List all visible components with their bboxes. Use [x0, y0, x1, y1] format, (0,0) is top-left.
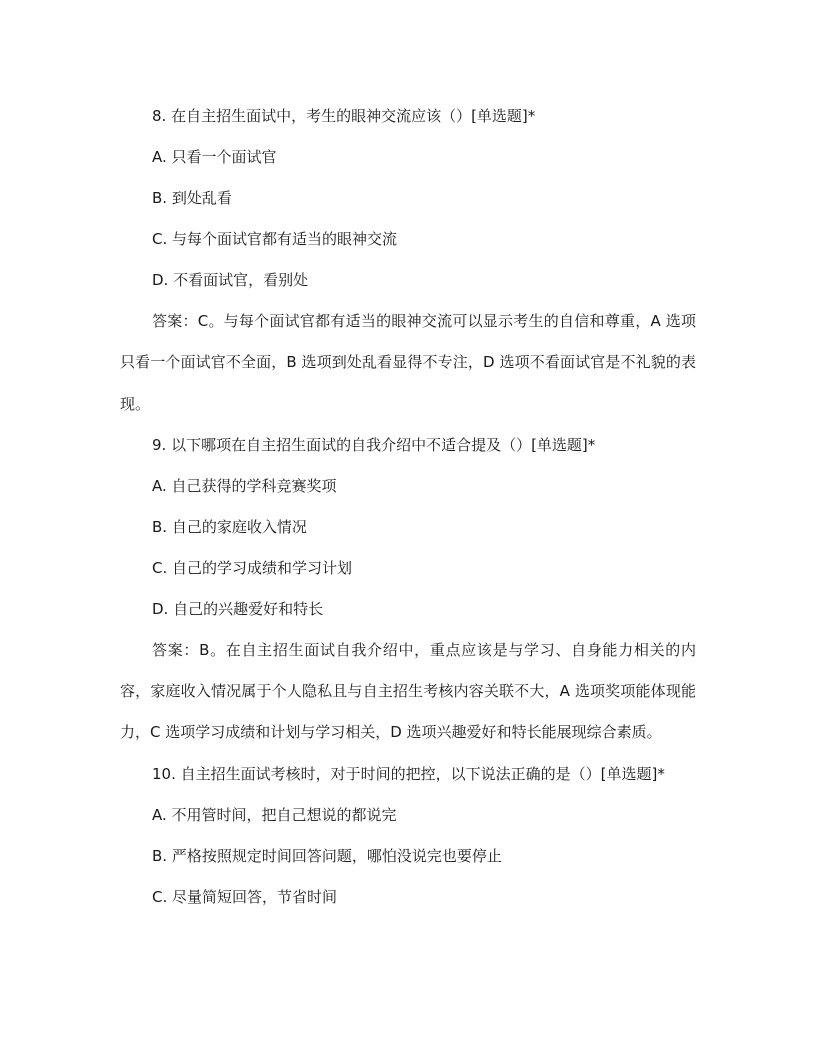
question-8-stem: 8. 在自主招生面试中，考生的眼神交流应该（）[单选题]* [152, 107, 536, 125]
question-8-option-a: A. 只看一个面试官 [152, 148, 277, 166]
question-9-option-b: B. 自己的家庭收入情况 [152, 517, 307, 536]
question-10-option-a: A. 不用管时间，把自己想说的都说完 [152, 805, 397, 824]
question-9-option-c: C. 自己的学习成绩和学习计划 [152, 558, 353, 577]
document-page [120, 96, 696, 918]
question-9-option-d: D. 自己的兴趣爱好和特长 [152, 599, 324, 618]
question-10-option-c: C. 尽量简短回答，节省时间 [152, 887, 338, 906]
question-9-answer: 答案：B。在自主招生面试自我介绍中，重点应该是与学习、自身能力相关的内容，家庭收入情况属于个人隐私且与自主招生考核内容关联不大，A 选项奖项能体现能力，C 选项学习成绩和计划与学习相关，D 选项兴趣爱好和特长能展现综合素质。 [120, 640, 696, 742]
question-9-option-a: A. 自己获得的学科竞赛奖项 [152, 476, 337, 495]
question-8-answer: 答案：C。与每个面试官都有适当的眼神交流可以显示考生的自信和尊重，A 选项只看一个面试官不全面，B 选项到处乱看显得不专注，D 选项不看面试官是不礼貌的表现。 [120, 312, 696, 413]
question-8-option-c: C. 与每个面试官都有适当的眼神交流 [152, 230, 398, 248]
question-8-option-b: B. 到处乱看 [152, 189, 232, 207]
question-10-stem: 10. 自主招生面试考核时，对于时间的把控，以下说法正确的是（）[单选题]* [152, 764, 665, 783]
question-8-option-d: D. 不看面试官，看别处 [152, 271, 309, 289]
question-10-option-b: B. 严格按照规定时间回答问题，哪怕没说完也要停止 [152, 846, 502, 865]
question-9-stem: 9. 以下哪项在自主招生面试的自我介绍中不适合提及（）[单选题]* [152, 435, 596, 454]
